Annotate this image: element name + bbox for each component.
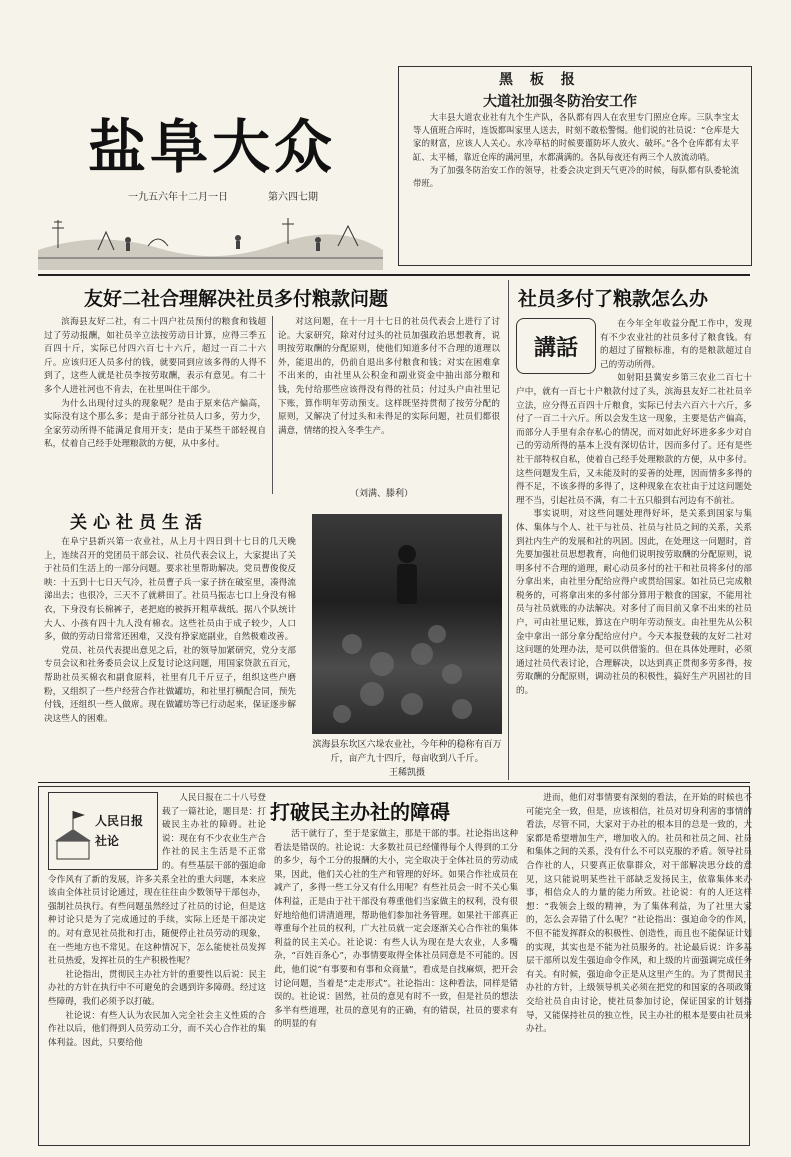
article3-body — [516, 318, 752, 778]
masthead-title: 盐阜大众 — [88, 113, 337, 181]
blackboard-paragraph-2: 为了加强冬防治安工作的领导，社委会决定到天气更冷的时候，每队都有队委轮流带班。 — [413, 164, 739, 189]
photo-credit: 王稀凯摄 — [388, 768, 425, 778]
top-rule — [38, 274, 750, 276]
article3-headline: 社员多付了粮款怎么办 — [518, 288, 709, 310]
article2-headline: 关心社员生活 — [70, 513, 208, 533]
article4-badge-text: 人民日报社论 — [95, 814, 144, 848]
masthead-issue: 第六四七期 — [268, 192, 318, 203]
article4-col2-text: 活干就行了，至于是家做主，那是干部的事。社论指出这种看法是错误的。社论说：大多数社员已经懂得每个人得到的工分的多少，每个工分的报酬的大小，完全取决于全体社员的劳动成果，因此，他们关心社的生产和管理的好坏。如果合作社成员在减产了，多得一些工分又有什么用呢？有些社员会一时不关心集体利益，正是由于社干部没有尊重他们当家做主的权利，没有很好地给他们讲清道理，帮助他们参加社务管理。如果社干部真正尊重每个社员的权利，广大社员就一定会逐渐关心合作社的集体利益的民主关心。社论说：有些人认为现在是大农业，人多嘴杂，“百姓百条心”，办事情要取得全体社员同意是不可能的。因此，他们说“有事要和有事和众商量”，看成是自找麻烦，把开会讨论问题，当着是“走走形式”。社论指出：这种看法，同样是错误的。社论说：固然，社员的意见有时不一致，但是社员的想法多半有些道理，社员的意见有的正确，有的错误，社员的要求有的明显的有 — [274, 829, 518, 1030]
article1-byline: （刘满、滕利） — [350, 489, 414, 499]
blackboard-headline: 大道社加强冬防治安工作 — [483, 94, 637, 110]
middle-rule — [38, 782, 750, 783]
blackboard-paragraph-1: 大丰县大道农业社有九个生产队，各队都有四人在农里专门照应仓库。三队李宝太等人值班合库时，连饭都叫家里人送去，时刻不敢松警惕。他们说的社员说：“仓库是大家的财富，应该人人关心。水冷草枯的时候要谨防坏人放火、破坏。”各个仓库都有太平缸、太平桶，靠近仓库的满河里，水都满满的。各队每夜还有两三个人放流动哨。 — [413, 112, 739, 162]
article4-p1: 人民日报在二十八号登载了一篇社论，题目是：打破民主办社的障碍。社论说：现在有不少农业生产合作社的民主生活是不正常的。有些基层干部的强迫命令作风有了新的发展，许多关系全社的重大问题，本来应该由全体社员讨论通过，现在往往由少数领导干部包办，强制社员执行。有些问题虽然经过了社员的讨论，但是这种讨论只是为了完成通过的手续，实际上还是干部决定的。对有意见社员批和打击，随便停止社员劳动的现象，在一些地方也不常见。在这种情况下，怎么能使社员发挥社员热爱，发挥社员的生产积极性呢？ — [48, 793, 266, 967]
photo-caption: 滨海县东坎区六垛农业社，今年种的稳称有百万斤，亩产九十四斤，每亩收到八千斤。 — [312, 740, 502, 764]
article4-frame — [38, 786, 750, 1146]
blackboard-label: 黑 板 报 — [499, 72, 581, 88]
article1-col1-p2: 为什么出现付过头的现象呢？是由于原来估产偏高，实际没有这个那么多；是由于部分社员人口多，劳力少，全家劳动所得不能满足食用开支；是由于某些干部轻视自私，仗着自己经手处理粮款的方便，从中多付。 — [44, 398, 266, 450]
article1-col2 — [278, 316, 500, 478]
article1-col2-p1: 对这问题，在十一月十七日的社员代表会上进行了讨论。大家研究，除对付过头的社员加强政治思想教育，说明按劳取酬的分配原则，使他们知道多付不合理的道理以外，能退出的，仍前自退出多付粮食和钱；对实在困难拿不出来的，由社里从公积金和副业资金中抽出部分粮和钱，先付给那些应该得没有得的社员；付过头户由社里记下账，算作明年劳动预支。这样既坚持贯彻了按劳分配的原则，又解决了付过头和未得足的实际问题，社员们都很满意，情绪的投入冬季生产。 — [278, 317, 500, 436]
article2-body — [44, 536, 296, 768]
landscape-illustration — [38, 200, 383, 270]
article4-p2: 社论指出，贯彻民主办社方针的重要性以后说：民主办社的方针在执行中不可避免的会遇到许多障碍。经过这些障碍，我们必须予以打破。 — [48, 969, 266, 1007]
article3-p3: 事实说明，对这些问题处理得好坏，是关系到国家与集体、集体与个人、社干与社员、社员与社员之间的关系，关系到社内生产的发展和社的巩固。因此，在处理这一问题时，首先要加强社员思想教育，向他们说明按劳取酬的分配原则，说明多付不合理的道理，耐心动员多付的社干和社员将多付的部分拿出来，由社里分配给应得户或贯给国家。如社员已完成粮税务的，可将拿出来的多付部分算用于粮食的国家，不能用社员与社员就账的办法解决。对多付了而目前又拿不出来的社员户，可由社里记账，算这在户明年劳动预支。由社里先从公积金中拿出一部分拿分配给应付户。今天本报登载的友好二社对这问题的处理办法，是可以供借鉴的。但在具体处理时，必须通过社员代表讨论，合理解决，以达到真正贯彻多劳多得，按劳取酬的分配原则，调动社员的积极性，搞好生产巩固社的目的。 — [516, 509, 752, 697]
article4-col3-text: 进而，他们对事情要有深刻的看法，在开始的时候也不可能完全一致，但是，应该相信，社员对切身利害的事情的看法，尽管不同，大家对于办社的根本目的总是一致的，大家都是希望增加生产，增加收入的。社员和社员之间、社员和集体之间的关系，没有什么不可以克服的矛盾。领导社员合作社的人，只要真正依靠群众，对干部解决思分歧的意见，这只能说明某些社干部缺乏发扬民主，依靠集体来办事，相信众人的力量的能力所致。社论说：有的人还这样想：“我领会上级的精神，为了集体利益，为了社里大家的，怎么会弄错了什么呢？”社论指出：强迫命令的作风，不但不能发挥群众的积极性、创造性，而且也不能保证计划的实现，其实也是不能为社员服务的。社论最后说：许多基层干部所以发生强迫命令作风，和上级的片面强调完成任务有关。有时候，强迫命令正是从这里产生的。为了贯彻民主办社的方针，上级领导机关必须在把党的和国家的各项政策交给社员自由讨论，使社员参加讨论，保证国家的计划指导，又能保持社员的独立性，民主办社的根本是要由社员来办社。 — [526, 793, 752, 1035]
article4-p3: 社论说：有些人认为农民加入完全社会主义性质的合作社以后，他们得到人员劳动工分，而不关心合作社的集体利益。因此，只要给他 — [48, 1010, 266, 1048]
blackboard-box — [398, 66, 752, 266]
masthead — [38, 60, 383, 270]
article2-p2: 党员、社员代表提出意见之后，社的领导加紧研究，党分支部专员会议和社务委员会议上反复讨论这问题，用国家贷款五百元，帮助社员买棉衣和副食原料，社里有几千斤豆子，组织这些户磨粉，又组织了一些户经营合作社做罐坊，和社里打横配合同，预先付钱，还组织一些人做席。现在做罐坊等已行动起来，保证逐步解决这些人的困难。 — [44, 645, 296, 724]
article1-col1 — [44, 316, 266, 500]
article1-col1-p1: 滨海县友好二社，有二十四户社员预付的粮食和钱超过了劳动报酬，如社员辛立法按劳动日计算，应得三季五百四十斤，实际已付四六百七十六斤，超过一百二十六斤。应该归还人员多付的钱，就要同到应该多得的人得不到了，这些人就是社员李按劳取酬，表示有意见。有二十多个人进社河也不肯去，在社里叫住干部少。 — [44, 317, 266, 395]
article3-badge-text: 講話 — [533, 334, 578, 361]
article2-p1: 在阜宁县新兴第一农业社，从上月十四日到十七日的几天晚上，连续召开的党团员干部会议、社员代表会议上，大家提出了关于社员们生活上的一部分问题。要求社里帮助解决。党员曹俊俊反映：十五到十七日天气冷，社员曹子兵一家子挤在破室里，凑得流涕出去；也很冷，三天不了就耕田了。社员马振志七口上身没有棉衣，下身没有长棉裤子，老把庭的被拆开粗草裁纸。据八个队统计大人、小孩有四十九人没有棉衣。这些社员由于成子较少，人口多，做的劳动日常常还困难，又没有挣家庭副业，自然极难改善。 — [44, 537, 296, 643]
article3-p1: 在今年全年收益分配工作中，发现有不少农业社的社员多付了粮食钱。有的超过了留粮标准，有的是粮款超过自己的劳动所得。 — [600, 319, 752, 370]
article4-headline: 打破民主办社的障碍 — [270, 800, 450, 824]
news-photo — [312, 514, 502, 734]
article3-p2: 如射阳县冀安乡第三农业二百七十户中，就有一百七十户粮款付过了头，滨海县友好二社社员辛立法，应分得五百四十斤粮食，实际已付去六百六十六斤，多付了一百二十六斤。所以会发生这一现象，主要是估产偏高，而部分人手里有余存私心的情况，而对如此好坏进多多少对自己的劳动所得的基本上没有深切估计，因而多付了。还有是些社干部特权自私，使着自己经手处理粮款的方便，从中多付。这些问题发生后，又未能及时的妥善的处理，因而情多多得的得不足，不该多得的多得了，这种现象在农社由于过这问题处理不当，引起社员不满，有二十五只船到右河边有不前社。 — [516, 373, 752, 506]
blackboard-body — [413, 111, 739, 261]
masthead-date: 一九五六年十二月一日 — [128, 192, 228, 203]
photo-texture — [312, 514, 502, 734]
article1-headline: 友好二社合理解决社员多付粮款问题 — [84, 288, 389, 310]
